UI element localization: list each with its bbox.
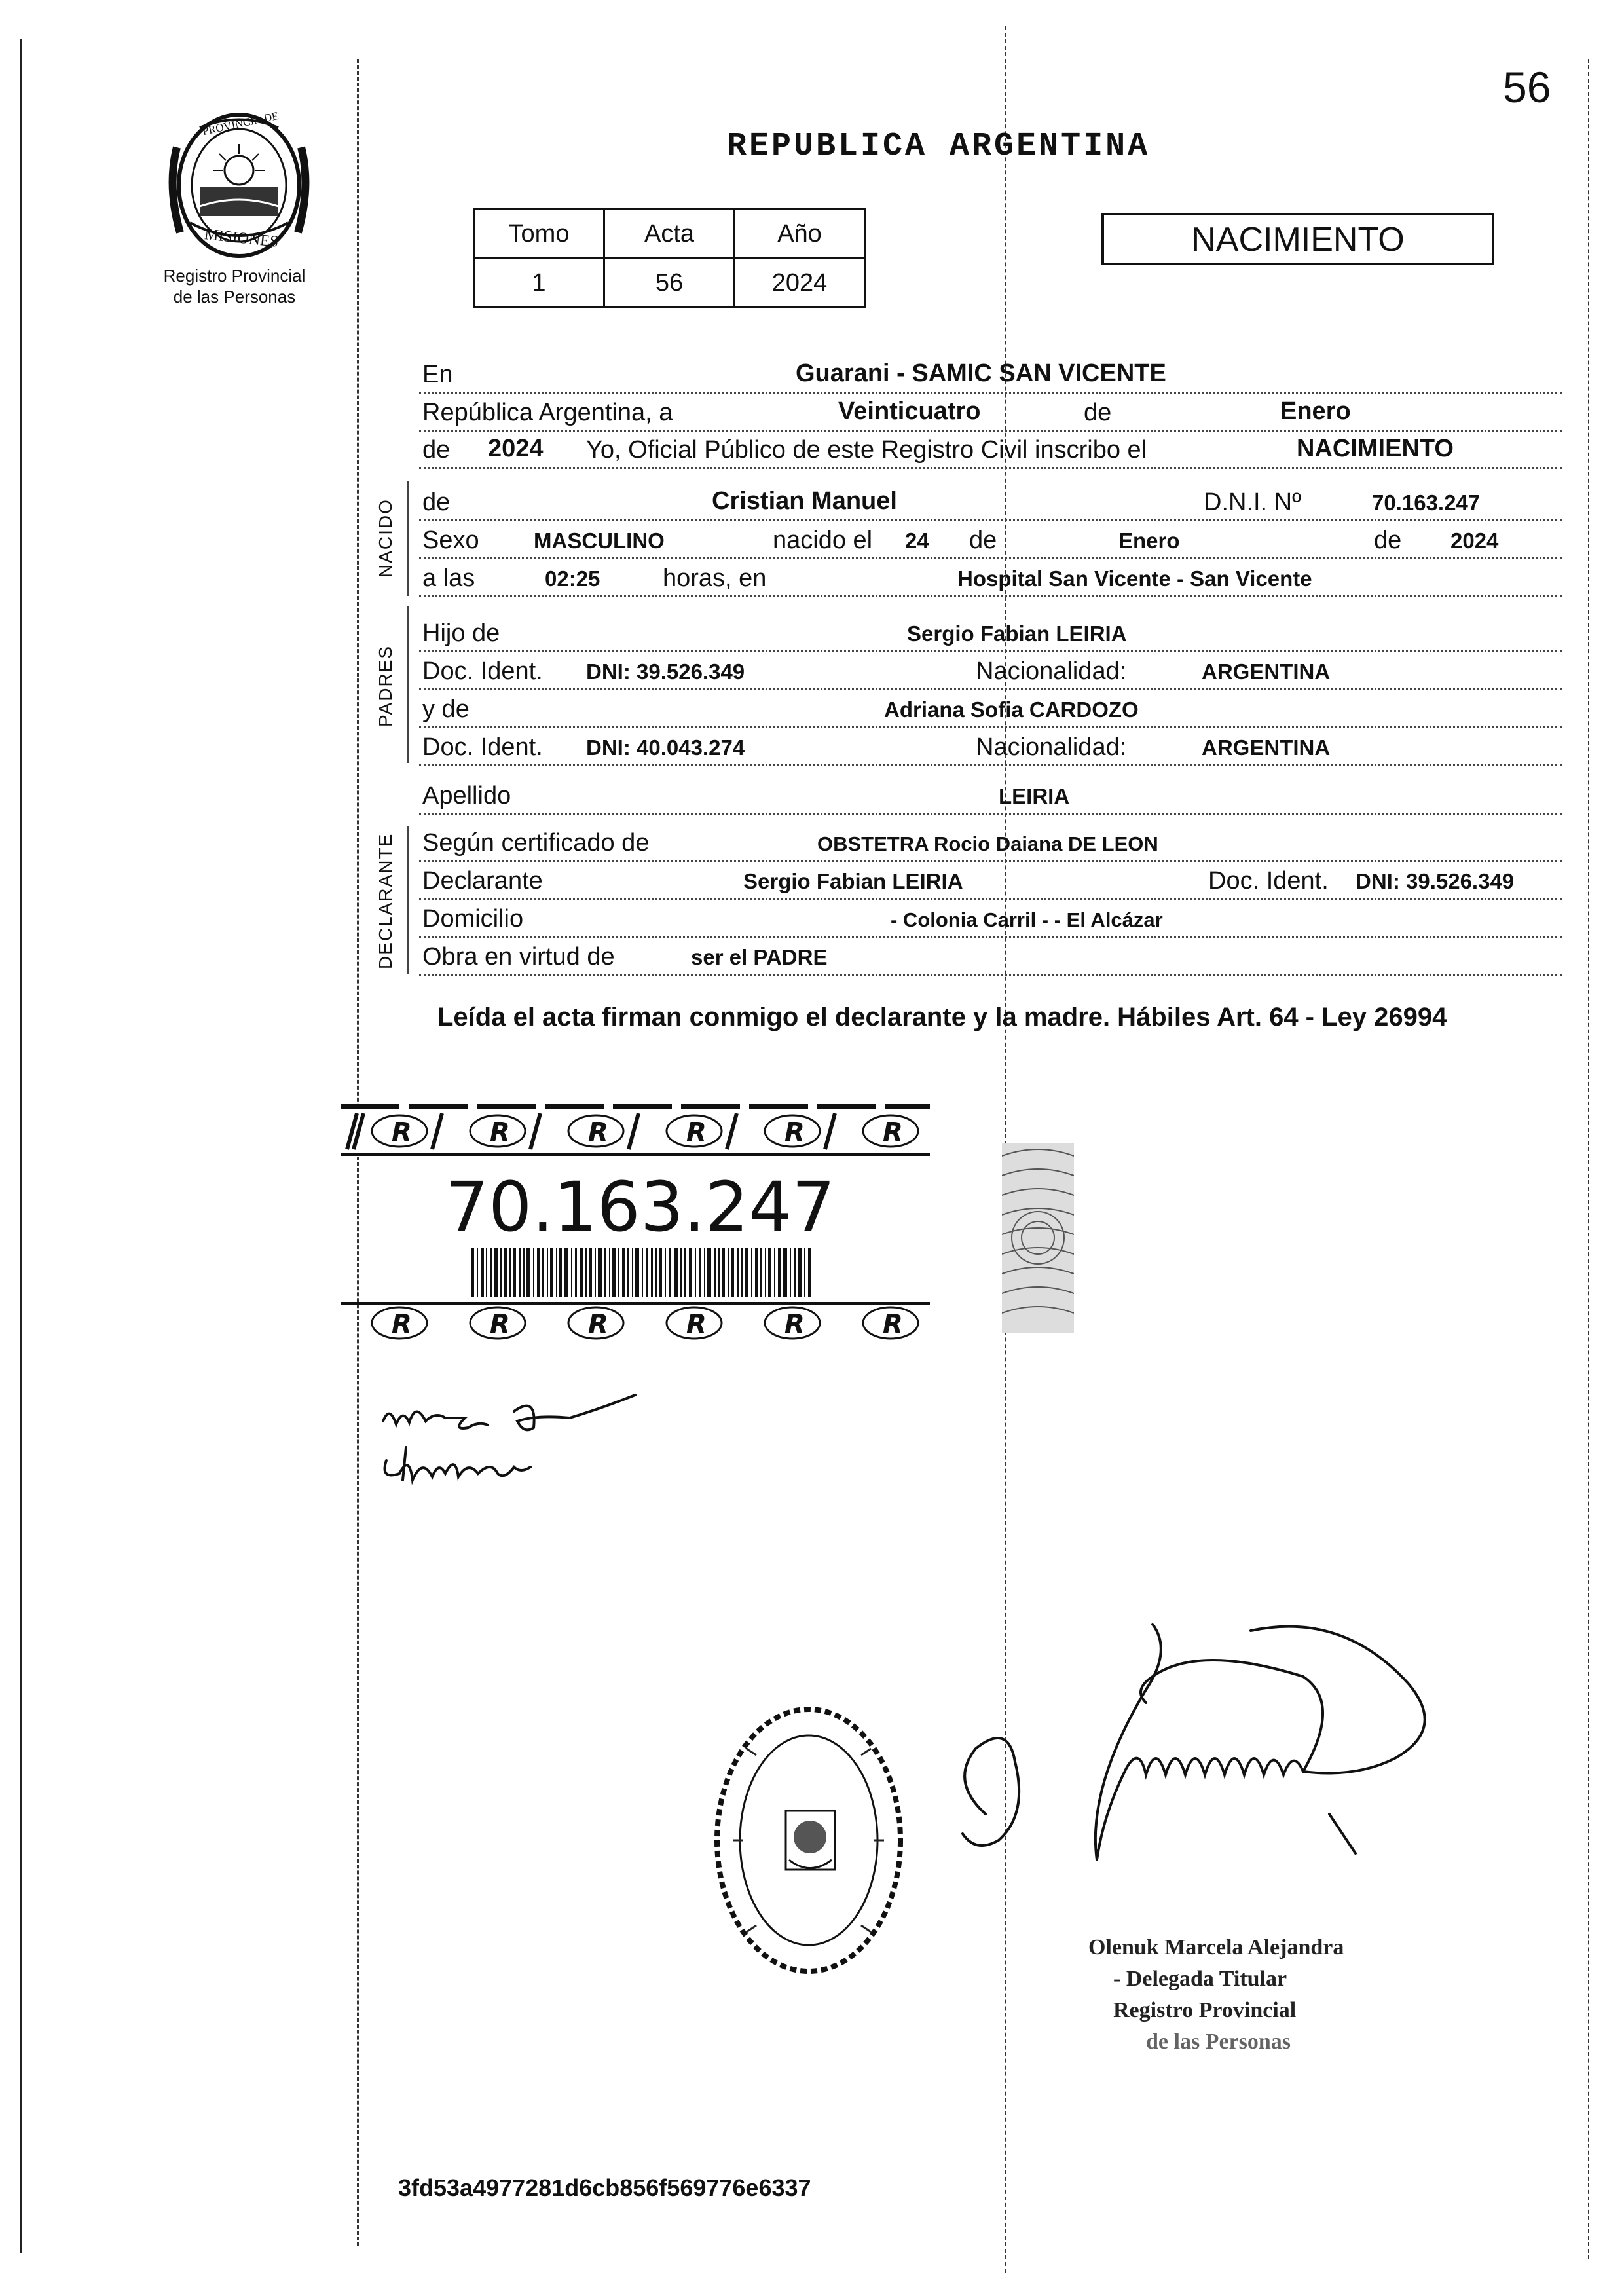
document-hash: 3fd53a4977281d6cb856f569776e6337 [398,2174,811,2201]
row-nacido-sex [419,519,1562,559]
closing-statement: Leída el acta firman conmigo el declarante y la madre. Hábiles Art. 64 - Ley 26994 [437,1003,1447,1031]
row-place [419,354,1562,394]
doc-label: Doc. Ident. [1208,867,1329,895]
row-nacido-time [419,557,1562,597]
svg-text:R: R [588,1117,608,1147]
svg-text:R: R [588,1309,608,1339]
yde-label: y de [422,696,470,723]
svg-text:R: R [490,1309,510,1339]
officer-title: - Delegada Titular [1113,1967,1287,1991]
child-name-value: Cristian Manuel [712,487,897,515]
country-title: REPUBLICA ARGENTINA [727,128,1151,165]
registry-label-line2: de las Personas [173,287,296,306]
de2-label: de [422,436,451,464]
table-header: Tomo [474,210,604,259]
domicilio-value: - Colonia Carril - - El Alcázar [891,908,1163,931]
doc-label: Doc. Ident. [422,658,543,685]
row-father-doc [419,650,1562,690]
registry-label-line1: Registro Provincial [163,266,306,286]
place-value: Guarani - SAMIC SAN VICENTE [796,360,1166,387]
nacionalidad-label: Nacionalidad: [976,733,1127,761]
left-margin-line [20,39,22,2253]
province-seal [164,108,314,265]
svg-text:R: R [784,1117,805,1147]
act-value: NACIMIENTO [1297,435,1454,462]
sexo-value: MASCULINO [534,529,665,553]
row-declarante [419,860,1562,900]
svg-text:R: R [686,1309,707,1339]
de-label: de [1374,527,1402,554]
row-act [419,429,1562,469]
birth-year-value: 2024 [1450,529,1499,553]
declarante-bracket [407,826,409,974]
table-cell: 2024 [735,259,865,308]
birth-place-value: Hospital San Vicente - San Vicente [957,566,1312,591]
father-name-value: Sergio Fabian LEIRIA [907,622,1127,646]
birth-month-value: Enero [1118,529,1180,553]
row-cert [419,822,1562,862]
sexo-label: Sexo [422,527,479,554]
apellido-label: Apellido [422,782,511,809]
row-mother [419,688,1562,728]
de-label: de [422,489,451,516]
declarante-value: Sergio Fabian LEIRIA [743,869,963,893]
republica-label: República Argentina, a [422,399,673,426]
dni-label: D.N.I. Nº [1204,489,1301,516]
apellido-value: LEIRIA [999,784,1070,808]
row-apellido [419,775,1562,815]
table-header: Año [735,210,865,259]
svg-text:R: R [883,1309,903,1339]
row-father [419,612,1562,652]
mother-doc-value: DNI: 40.043.274 [586,735,745,760]
table-cell: 56 [604,259,735,308]
de-label: de [1084,399,1112,426]
padres-section-label: PADRES [375,644,396,727]
table-cell: 1 [474,259,604,308]
mother-nationality-value: ARGENTINA [1202,735,1331,760]
horas-label: horas, en [663,565,767,592]
month-value: Enero [1280,398,1351,425]
svg-text:R: R [392,1309,412,1339]
nacido-section-label: NACIDO [375,498,396,578]
row-date [419,392,1562,432]
svg-text:R: R [686,1117,707,1147]
hijo-label: Hijo de [422,620,500,647]
declarante-label: Declarante [422,867,543,895]
father-nationality-value: ARGENTINA [1202,659,1331,684]
svg-text:R: R [784,1309,805,1339]
declarante-doc-value: DNI: 39.526.349 [1356,869,1515,893]
officer-registry-line2: de las Personas [1146,2030,1291,2054]
child-dni-value: 70.163.247 [1372,491,1481,515]
row-domicilio [419,898,1562,938]
mother-name-value: Adriana Sofia CARDOZO [884,697,1139,722]
officer-name: Olenuk Marcela Alejandra [1088,1935,1344,1959]
yo-label: Yo, Oficial Público de este Registro Civil inscribo el [586,436,1147,464]
hologram-stamp [1002,1143,1074,1333]
obra-label: Obra en virtud de [422,943,615,971]
nacido-label: nacido el [773,527,873,554]
declarante-section-label: DECLARANTE [375,832,396,969]
day-words-value: Veinticuatro [838,398,981,425]
nacionalidad-label: Nacionalidad: [976,658,1127,685]
cert-value: OBSTETRA Rocio Daiana DE LEON [817,832,1158,855]
declarant-signature [373,1382,674,1513]
padres-bracket [407,606,409,763]
nacido-bracket [407,481,409,596]
svg-text:R: R [883,1117,903,1147]
time-value: 02:25 [545,566,600,591]
page-number: 56 [1503,63,1551,111]
domicilio-label: Domicilio [422,905,524,933]
obra-value: ser el PADRE [691,945,828,969]
year-value: 2024 [488,435,544,462]
officer-signature [936,1618,1480,1945]
cert-label: Según certificado de [422,829,650,857]
row-mother-doc [419,726,1562,766]
right-dashed-line [1588,59,1589,2259]
father-doc-value: DNI: 39.526.349 [586,659,745,684]
table-header: Acta [604,210,735,259]
record-type-box: NACIMIENTO [1101,213,1494,265]
a-las-label: a las [422,565,475,592]
svg-text:R: R [490,1117,510,1147]
officer-registry: Registro Provincial [1113,1998,1297,2022]
birth-day-value: 24 [905,529,929,553]
doc-label: Doc. Ident. [422,733,543,761]
en-label: En [422,361,453,388]
sticker-number: 70.163.247 [445,1167,836,1247]
svg-text:R: R [392,1117,412,1147]
seal-text-top: PROVINCIA DE [201,109,280,138]
seal-text-bottom: MISIONES [204,226,280,251]
registry-label [136,265,333,307]
official-seal [707,1696,910,1997]
record-table [473,208,866,308]
row-obra [419,936,1562,976]
de-label: de [969,527,997,554]
row-nacido-name [419,481,1562,521]
